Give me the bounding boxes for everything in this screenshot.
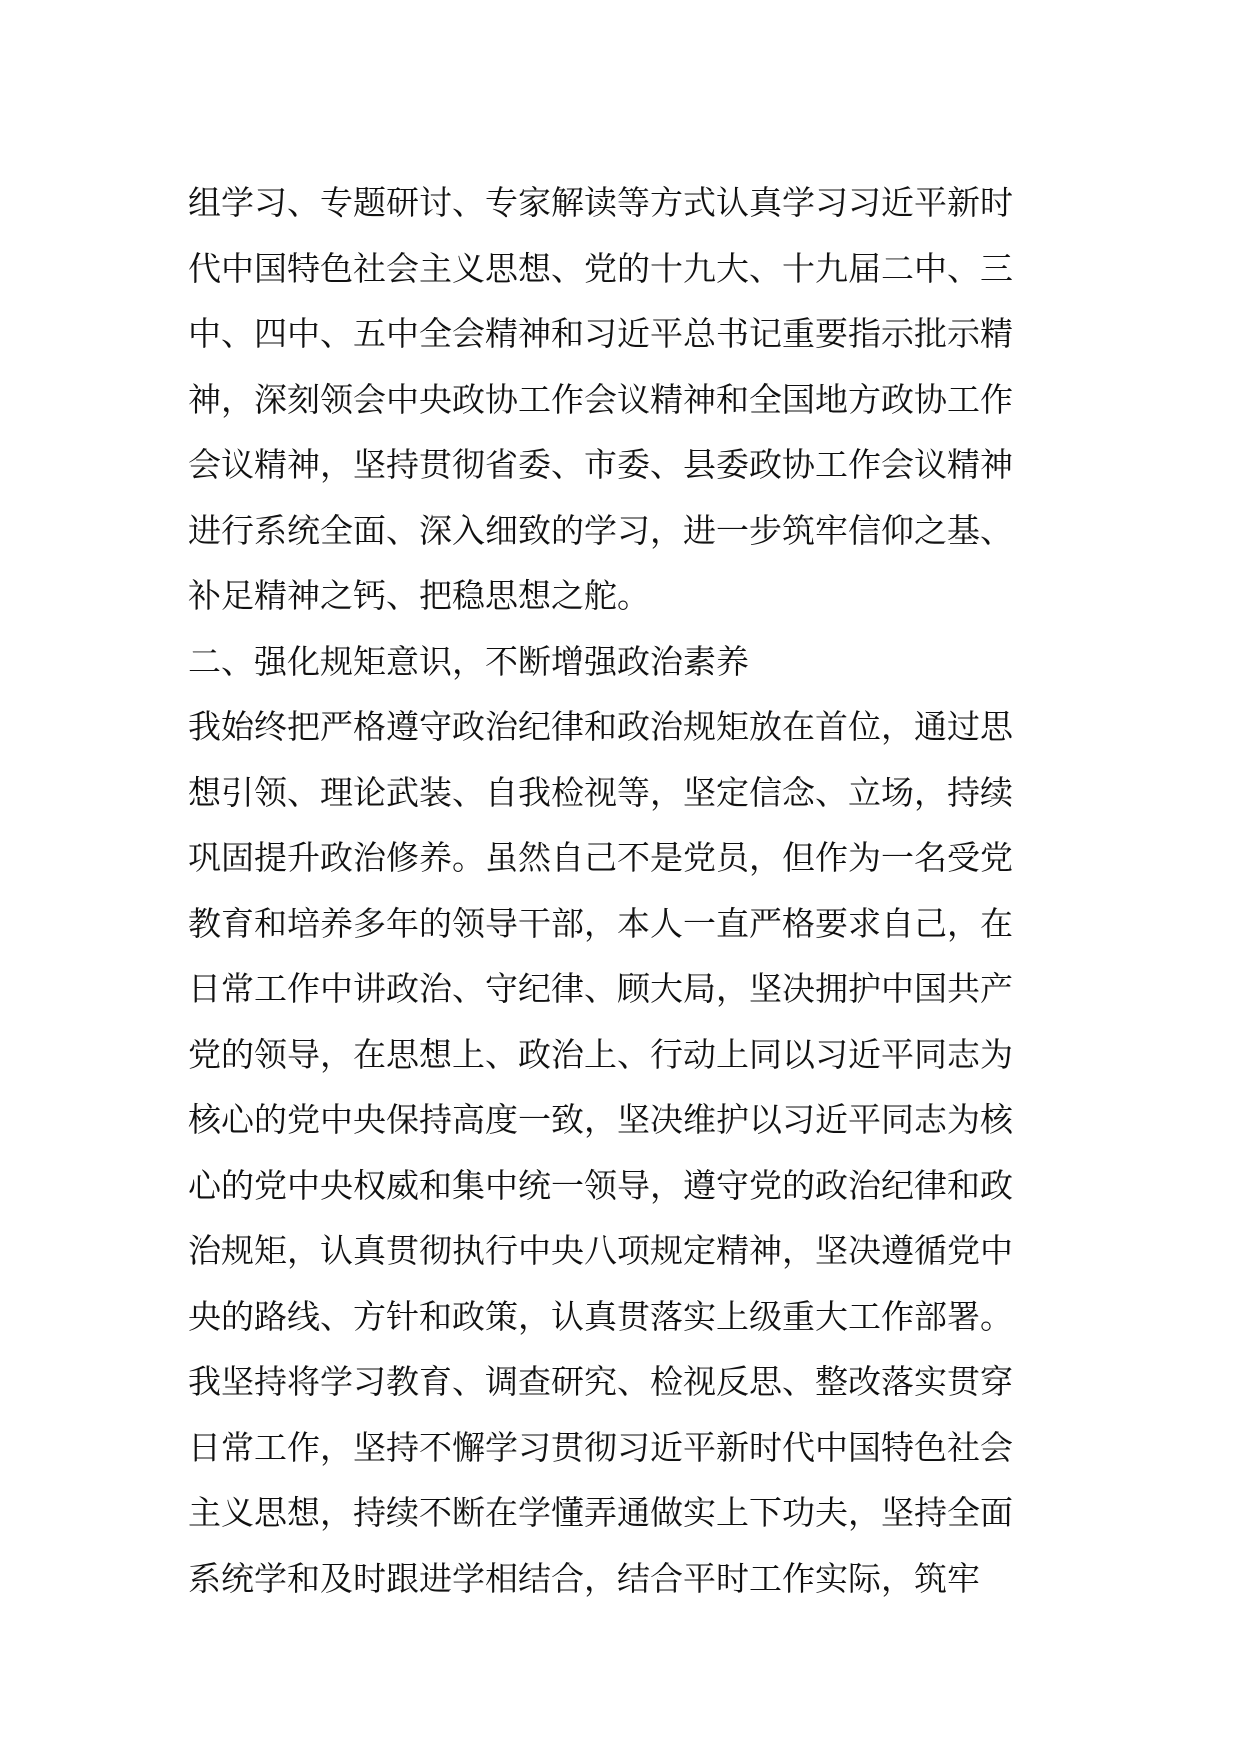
paragraph-line: 我始终把严格遵守政治纪律和政治规矩放在首位，通过思 <box>188 707 1013 746</box>
paragraph-line: 进行系统全面、深入细致的学习，进一步筑牢信仰之基、 <box>188 510 1013 550</box>
section-heading: 二、强化规矩意识，不断增强政治素养 <box>188 641 749 681</box>
paragraph-line: 巩固提升政治修养。虽然自己不是党员，但作为一名受党 <box>188 838 1013 877</box>
paragraph-line: 我坚持将学习教育、调查研究、检视反思、整改落实贯穿 <box>188 1362 1013 1401</box>
paragraph-line: 主义思想，持续不断在学懂弄通做实上下功夫，坚持全面 <box>188 1493 1013 1532</box>
paragraph-line: 会议精神，坚持贯彻省委、市委、县委政协工作会议精神 <box>188 445 1013 484</box>
paragraph-line: 心的党中央权威和集中统一领导，遵守党的政治纪律和政 <box>188 1165 1013 1205</box>
paragraph-line: 组学习、专题研讨、专家解读等方式认真学习习近平新时 <box>188 183 1013 222</box>
paragraph-line: 治规矩，认真贯彻执行中央八项规定精神，坚决遵循党中 <box>188 1231 1013 1270</box>
paragraph-line: 补足精神之钙、把稳思想之舵。 <box>188 576 650 615</box>
paragraph-line: 想引领、理论武装、自我检视等，坚定信念、立场，持续 <box>188 772 1013 812</box>
paragraph-line: 教育和培养多年的领导干部，本人一直严格要求自己，在 <box>188 903 1013 943</box>
document-body <box>188 170 1068 1611</box>
paragraph-line: 系统学和及时跟进学相结合，结合平时工作实际，筑牢 <box>188 1558 980 1598</box>
paragraph-line: 中、四中、五中全会精神和习近平总书记重要指示批示精 <box>188 314 1013 353</box>
paragraph-line: 日常工作中讲政治、守纪律、顾大局，坚决拥护中国共产 <box>188 969 1013 1008</box>
paragraph-line: 党的领导，在思想上、政治上、行动上同以习近平同志为 <box>188 1034 1013 1074</box>
paragraph-line: 央的路线、方针和政策，认真贯落实上级重大工作部署。 <box>188 1296 1013 1336</box>
paragraph-line: 代中国特色社会主义思想、党的十九大、十九届二中、三 <box>188 248 1013 288</box>
paragraph-line: 神，深刻领会中央政协工作会议精神和全国地方政协工作 <box>188 379 1013 419</box>
paragraph-line: 日常工作，坚持不懈学习贯彻习近平新时代中国特色社会 <box>188 1427 1013 1467</box>
paragraph-line: 核心的党中央保持高度一致，坚决维护以习近平同志为核 <box>188 1100 1013 1139</box>
